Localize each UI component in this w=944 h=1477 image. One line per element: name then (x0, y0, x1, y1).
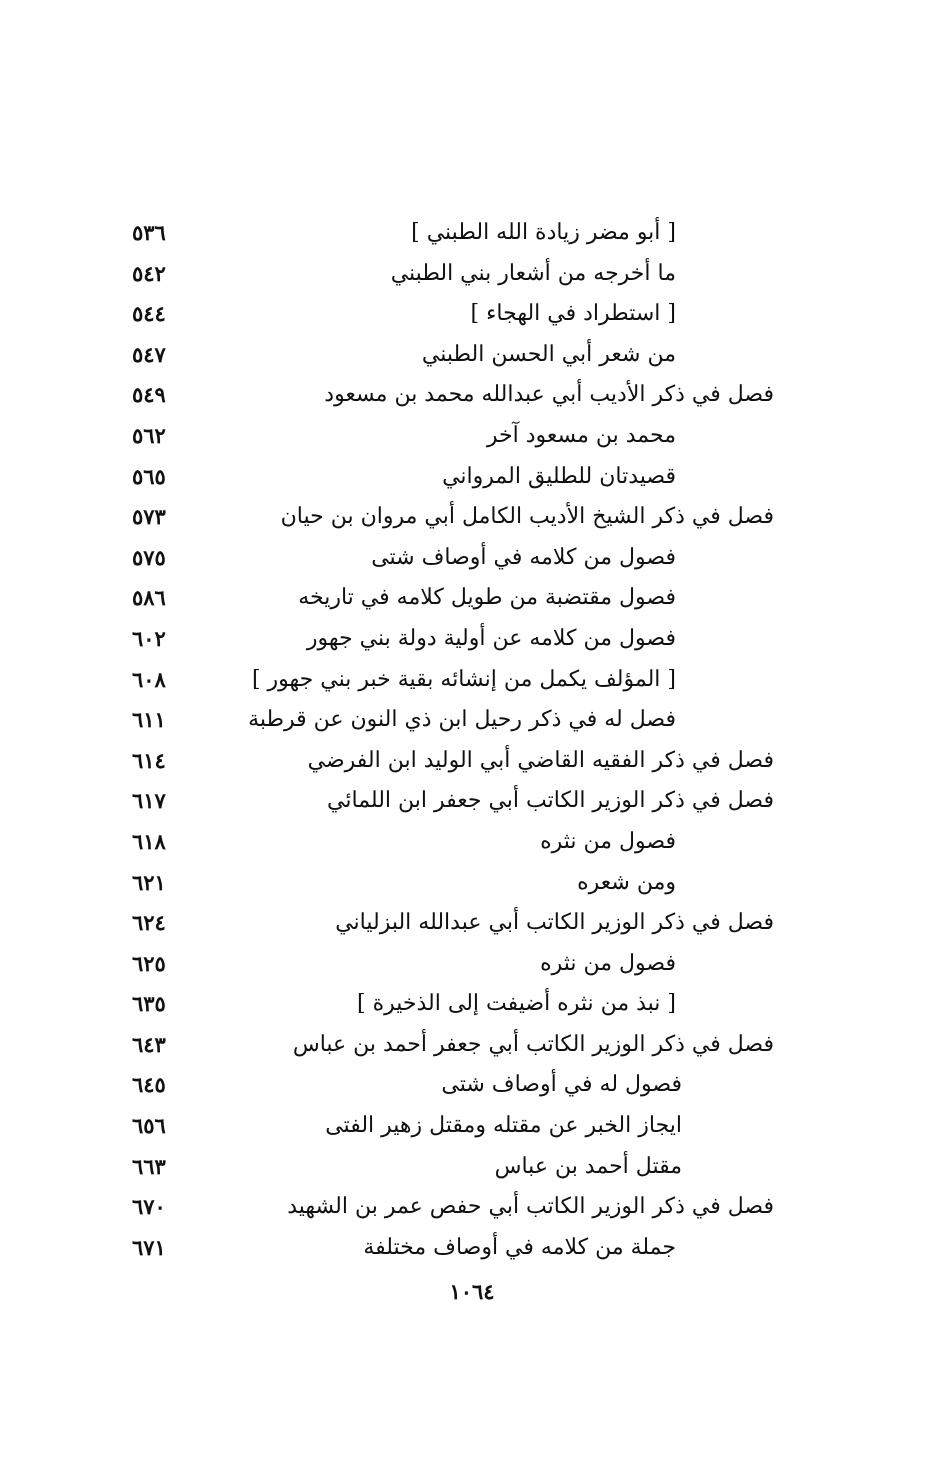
toc-entry-page: ٦٦٣ (132, 1153, 166, 1179)
toc-row (0, 457, 944, 498)
toc-entry-page: ٦١٨ (132, 828, 166, 854)
toc-row (0, 497, 944, 538)
toc-entry-title: فصول من نثره (540, 950, 676, 976)
toc-row (0, 1187, 944, 1228)
toc-entry-title: ما أخرجه من أشعار بني الطبني (390, 260, 676, 286)
toc-entry-page: ٦٤٣ (132, 1031, 166, 1057)
toc-entry-title: جملة من كلامه في أوصاف مختلفة (363, 1234, 676, 1260)
toc-entry-page: ٥٤٢ (132, 260, 166, 286)
toc-entry-title: ايجاز الخبر عن مقتله ومقتل زهير الفتى (325, 1113, 682, 1139)
toc-entry-title: فصل في ذكر الوزير الكاتب أبي جعفر ابن اللمائي (327, 788, 774, 814)
toc-entry-title: فصول من نثره (540, 828, 676, 854)
toc-entry-title: فصل في ذكر الأديب أبي عبدالله محمد بن مسعود (324, 382, 774, 408)
toc-entry-title: [ استطراد في الهجاء ] (470, 301, 676, 327)
toc-row (0, 578, 944, 619)
toc-entry-page: ٦٢١ (132, 869, 166, 895)
toc-entry-page: ٥٤٩ (132, 382, 166, 408)
toc-entry-page: ٦٢٥ (132, 950, 166, 976)
toc-entry-page: ٦٢٤ (132, 910, 166, 936)
toc-row (0, 984, 944, 1025)
toc-entry-title: فصل في ذكر الوزير الكاتب أبي عبدالله البزلياني (335, 910, 774, 936)
toc-row (0, 254, 944, 295)
table-of-contents (0, 213, 944, 1268)
toc-entry-page: ٦١١ (132, 707, 166, 733)
toc-row (0, 335, 944, 376)
toc-entry-page: ٥٦٢ (132, 422, 166, 448)
toc-entry-page: ٦٧١ (132, 1234, 166, 1260)
toc-row (0, 1228, 944, 1269)
toc-entry-page: ٦١٧ (132, 788, 166, 814)
toc-entry-page: ٥٣٦ (132, 220, 166, 245)
toc-row (0, 1106, 944, 1147)
toc-entry-title: فصل في ذكر الفقيه القاضي أبي الوليد ابن الفرضي (307, 747, 774, 773)
toc-entry-page: ٦٣٥ (132, 991, 166, 1017)
toc-entry-page: ٥٦٥ (132, 463, 166, 489)
toc-row (0, 903, 944, 944)
toc-row (0, 944, 944, 985)
toc-row (0, 741, 944, 782)
toc-row (0, 660, 944, 701)
toc-row (0, 619, 944, 660)
toc-row (0, 700, 944, 741)
toc-row (0, 1065, 944, 1106)
toc-entry-page: ٦٤٥ (132, 1072, 166, 1098)
toc-entry-page: ٥٧٣ (132, 504, 166, 530)
toc-entry-title: فصل في ذكر الوزير الكاتب أبي جعفر أحمد بن عباس (292, 1031, 774, 1057)
toc-row (0, 781, 944, 822)
toc-entry-title: [ المؤلف يكمل من إنشائه بقية خبر بني جهور ] (251, 666, 676, 692)
toc-entry-title: فصل في ذكر الوزير الكاتب أبي حفص عمر بن الشهيد (287, 1194, 774, 1220)
toc-entry-title: [ نبذ من نثره أضيفت إلى الذخيرة ] (357, 991, 676, 1017)
toc-row (0, 294, 944, 335)
toc-entry-title: فصل له في ذكر رحيل ابن ذي النون عن قرطبة (248, 707, 676, 733)
toc-entry-page: ٦٧٠ (132, 1194, 166, 1220)
toc-row (0, 822, 944, 863)
toc-row (0, 1025, 944, 1066)
toc-entry-title: فصول من كلامه عن أولية دولة بني جهور (306, 625, 676, 651)
toc-row (0, 863, 944, 904)
toc-entry-page: ٦٥٦ (132, 1113, 166, 1139)
toc-entry-page: ٥٤٤ (132, 301, 166, 327)
toc-entry-page: ٦١٤ (132, 747, 166, 773)
toc-entry-title: [ أبو مضر زيادة الله الطبني ] (411, 220, 676, 245)
toc-entry-title: فصول مقتضبة من طويل كلامه في تاريخه (298, 585, 676, 611)
toc-row (0, 416, 944, 457)
toc-entry-page: ٥٧٥ (132, 544, 166, 570)
page-number: ١٠٦٤ (449, 1279, 495, 1304)
toc-entry-title: مقتل أحمد بن عباس (494, 1153, 682, 1179)
toc-entry-title: قصيدتان للطليق المرواني (442, 463, 676, 489)
toc-entry-page: ٥٤٧ (132, 341, 166, 367)
toc-entry-page: ٦٠٢ (132, 625, 166, 651)
toc-entry-title: محمد بن مسعود آخر (486, 422, 676, 448)
toc-row (0, 1147, 944, 1188)
toc-entry-title: من شعر أبي الحسن الطبني (421, 341, 676, 367)
toc-entry-page: ٥٨٦ (132, 585, 166, 611)
toc-entry-title: فصول من كلامه في أوصاف شتى (371, 544, 676, 570)
toc-entry-title: فصول له في أوصاف شتى (441, 1072, 682, 1098)
toc-row (0, 538, 944, 579)
toc-entry-page: ٦٠٨ (132, 666, 166, 692)
toc-entry-title: ومن شعره (577, 869, 676, 895)
toc-row (0, 375, 944, 416)
toc-row (0, 213, 944, 254)
toc-entry-title: فصل في ذكر الشيخ الأديب الكامل أبي مروان بن حيان (280, 504, 774, 530)
